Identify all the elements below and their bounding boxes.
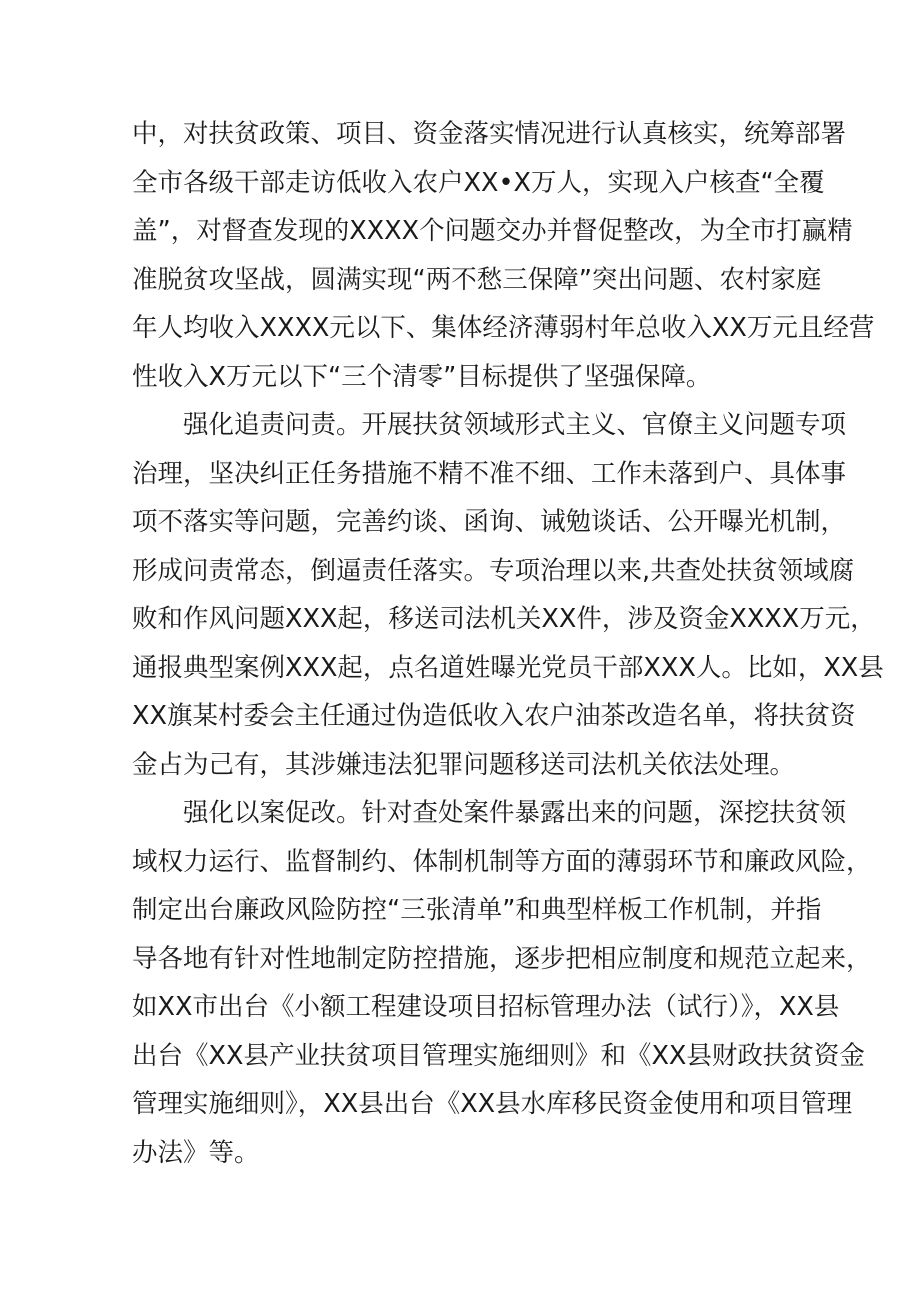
document-body [132,110,884,1177]
text-line: 导各地有针对性地制定防控措施，逐步把相应制度和规范立起来， [132,943,872,974]
text-line: 盖”，对督查发现的XXXX个问题交办并督促整改，为全市打赢精 [132,216,853,246]
text-line: 制定出台廉政风险防控“三张清单”和典型样板工作机制，并指 [132,895,822,925]
text-line: 出台《XX县产业扶贫项目管理实施细则》和《XX县财政扶贫资金 [132,1040,865,1071]
text-line: 通报典型案例XXX起，点名道姓曝光党员干部XXX人。比如，XX县 [132,652,884,683]
text-line: 域权力运行、监督制约、体制机制等方面的薄弱环节和廉政风险， [132,846,872,877]
text-line: 管理实施细则》，XX县出台《XX县水库移民资金使用和项目管理 [132,1089,853,1119]
text-line: 如XX市出台《小额工程建设项目招标管理办法（试行）》，XX县 [132,992,840,1022]
text-line: XX旗某村委会主任通过伪造低收入农户油茶改造名单，将扶贫资 [132,701,856,731]
text-line: 准脱贫攻坚战，圆满实现“两不愁三保障”突出问题、农村家庭 [132,264,822,295]
text-line: 形成问责常态，倒逼责任落实。专项治理以来,共查处扶贫领域腐 [132,555,855,586]
text-line: 项不落实等问题，完善约谈、函询、诫勉谈话、公开曝光机制， [132,507,847,537]
paragraph-2 [132,401,884,789]
text-line: 金占为己有，其涉嫌违法犯罪问题移送司法机关依法处理。 [132,749,796,780]
text-line: 中，对扶贫政策、项目、资金落实情况进行认真核实，统筹部署 [132,119,847,149]
text-line: 治理，坚决纠正任务措施不精不准不细、工作未落到户、具体事 [132,458,847,489]
text-line: 败和作风问题XXX起，移送司法机关XX件，涉及资金XXXX万元， [132,604,876,634]
text-line: 性收入X万元以下“三个清零”目标提供了坚强保障。 [132,361,712,392]
text-line: 年人均收入XXXX元以下、集体经济薄弱村年总收入XX万元且经营 [132,313,875,343]
text-line: 办法》等。 [132,1137,260,1168]
paragraph-3 [132,789,872,1177]
paragraph-1 [132,110,875,401]
text-line: 强化以案促改。针对查处案件暴露出来的问题，深挖扶贫领 [183,798,847,828]
text-line: 全市各级干部走访低收入农户XX•X万人，实现入户核查“全覆 [132,167,825,198]
text-line: 强化追责问责。开展扶贫领域形式主义、官僚主义问题专项 [183,410,847,440]
